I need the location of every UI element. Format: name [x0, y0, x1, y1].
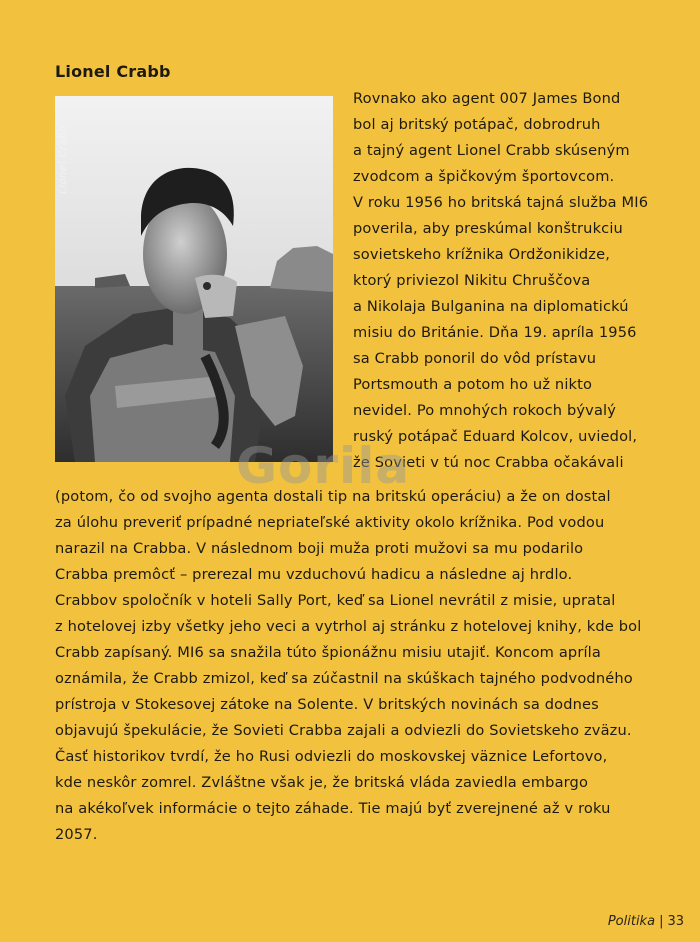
- text-line: oznámila, že Crabb zmizol, keď sa zúčastnil na skúškach tajného podvodného: [55, 670, 633, 687]
- footer-section: Politika: [607, 914, 656, 929]
- text-line: ktorý priviezol Nikitu Chruščova: [353, 272, 591, 289]
- text-line: prístroja v Stokesovej zátoke na Solente. V britských novinách sa dodnes: [55, 696, 599, 713]
- text-line: narazil na Crabba. V následnom boji muža proti mužovi sa mu podarilo: [55, 540, 584, 557]
- text-line: poverila, aby preskúmal konštrukciu: [353, 220, 623, 237]
- photo-caption: Lionel Crabb: [58, 125, 69, 194]
- text-line: misiu do Británie. Dňa 19. apríla 1956: [353, 324, 637, 341]
- text-line: sovietskeho krížnika Ordžonikidze,: [353, 246, 611, 263]
- text-line: z hotelovej izby všetky jeho veci a vytrhol aj stránku z hotelovej knihy, kde bol: [55, 618, 642, 635]
- text-line: Rovnako ako agent 007 James Bond: [353, 90, 621, 107]
- text-line: objavujú špekulácie, že Sovieti Crabba zajali a odviezli do Sovietskeho zväzu.: [55, 722, 632, 739]
- text-line: sa Crabb ponoril do vôd prístavu: [353, 350, 597, 367]
- footer-separator: |: [659, 914, 664, 929]
- article-title: Lionel Crabb: [55, 62, 171, 81]
- portrait-photo: [55, 96, 333, 462]
- text-line: Portsmouth a potom ho už nikto: [353, 376, 593, 393]
- text-line: Časť historikov tvrdí, že ho Rusi odviezli do moskovskej väznice Lefortovo,: [55, 748, 608, 765]
- text-line: (potom, čo od svojho agenta dostali tip na britskú operáciu) a že on dostal: [55, 488, 611, 505]
- text-line: Crabb zapísaný. MI6 sa snažila túto špionážnu misiu utajiť. Koncom apríla: [55, 644, 601, 661]
- text-line: kde neskôr zomrel. Zvláštne však je, že britská vláda zaviedla embargo: [55, 774, 589, 791]
- page-number: 33: [667, 914, 684, 929]
- text-line: a tajný agent Lionel Crabb skúseným: [353, 142, 630, 159]
- text-line: Crabbov spoločník v hoteli Sally Port, keď sa Lionel nevrátil z misie, upratal: [55, 592, 616, 609]
- text-line: že Sovieti v tú noc Crabba očakávali: [353, 454, 624, 471]
- text-line: Crabba premôcť – prerezal mu vzduchovú hadicu a následne aj hrdlo.: [55, 566, 573, 583]
- text-line: bol aj britský potápač, dobrodruh: [353, 116, 601, 133]
- text-line: a Nikolaja Bulganina na diplomatickú: [353, 298, 629, 315]
- text-line: zvodcom a špičkovým športovcom.: [353, 168, 615, 185]
- text-line: V roku 1956 ho britská tajná služba MI6: [353, 194, 649, 211]
- watermark: Gorila: [236, 437, 411, 495]
- text-line: za úlohu preveriť prípadné nepriateľské aktivity okolo krížnika. Pod vodou: [55, 514, 605, 531]
- text-line: nevidel. Po mnohých rokoch bývalý: [353, 402, 617, 419]
- text-line: 2057.: [55, 826, 98, 843]
- text-line: na akékoľvek informácie o tejto záhade. Tie majú byť zverejnené až v roku: [55, 800, 611, 817]
- page-footer: [608, 914, 684, 929]
- text-line: ruský potápač Eduard Kolcov, uviedol,: [353, 428, 638, 445]
